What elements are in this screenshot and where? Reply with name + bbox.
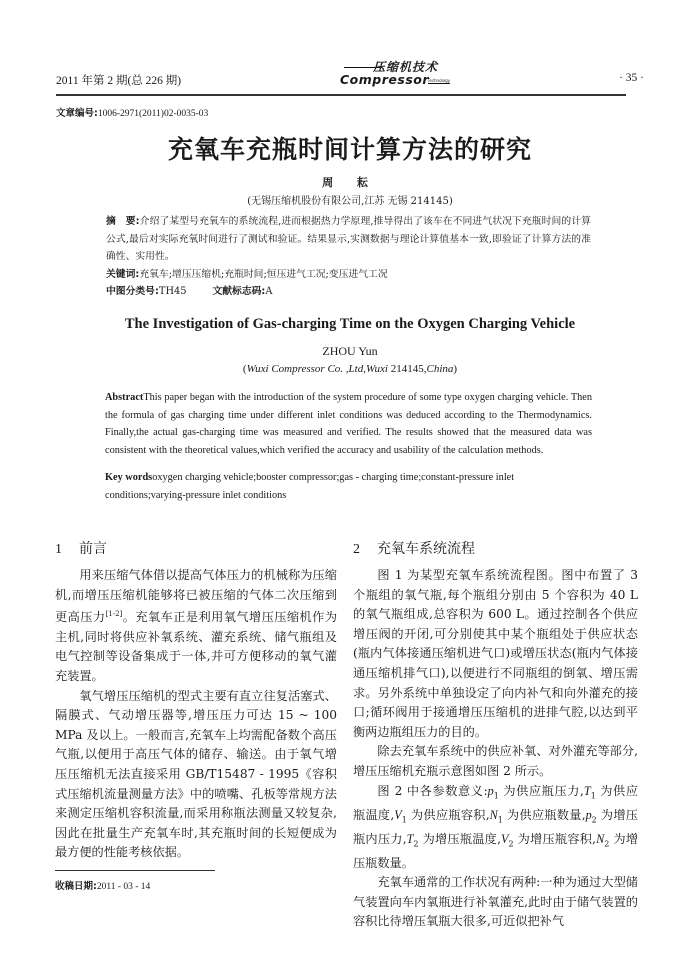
parameter-description: 为供应瓶数量,	[502, 807, 586, 822]
author-cn: 周 耘	[322, 176, 378, 189]
parameter-symbol: V	[500, 831, 509, 846]
affil-en-city: Wuxi	[365, 363, 388, 375]
parameter-description: 为供应瓶压力,	[498, 783, 584, 798]
section-2-number: 2	[353, 542, 360, 557]
section-1-paragraph-1	[55, 566, 337, 687]
s1p1-text-a: 用来压缩气体借以提高气体压力的机械称为压缩机,而增压压缩机能够将已被压缩的气体二次压缩到更高压力	[55, 568, 337, 625]
affiliation-en: (Wuxi Compressor Co. ,Ltd,Wuxi 214145,China)	[242, 363, 458, 375]
abstract-en-text: This paper began with the introduction of the system procedure of some type oxygen charging vehicle. Then the formula of gas charging time under different inlet conditions was deduced according to the Thermodynamics. Finally,the actual gas-charging time was measured and verified. The results showed that the measured data was consistent with the theoretical values,which verified the accuracy and usability of the calculation methods.	[105, 392, 592, 456]
parameter-symbol: T	[406, 831, 414, 846]
parameter-subscript: 2	[591, 815, 597, 824]
parameter-subscript: 1	[493, 790, 499, 800]
abstract-cn-text: 介绍了某型号充氧车的系统流程,进而根据热力学原理,推导得出了该车在不同进气状况下充瓶时间的计算公式,最后对实际充氧时间进行了测试和验证。结果显示,实测数据与理论计算值基本一致,即验证了计算方法的准确性、实用性。	[106, 216, 591, 262]
section-2-paragraph-4: 充氧车通常的工作状况有两种:一种为通过大型储气装置向车内氧瓶进行补氧灌充,此时由于储气装置的容积比待增压氧瓶大很多,可近似把补气	[353, 875, 638, 929]
parameter-description: 为增压瓶数量。	[353, 831, 639, 870]
abstract-cn	[106, 213, 591, 266]
clc-value: TH45	[158, 286, 187, 297]
article-number-value: 1006-2971(2011)02-0035-03	[97, 109, 209, 119]
keywords-cn-text: 充氧车;增压压缩机;充瓶时间;恒压进气工况;变压进气工况	[139, 269, 388, 280]
logo-en-text: Compressor	[340, 72, 430, 87]
section-1-number: 1	[55, 542, 62, 557]
affil-en-org: Wuxi Compressor Co. ,Ltd	[246, 363, 364, 375]
parameter-symbol: p	[585, 807, 592, 822]
section-1-paragraph-2: 氧气增压压缩机的型式主要有直立往复活塞式、隔膜式、气动增压器等,增压压力可达 15 ~ 100 MPa 及以上。一般而言,充氧车上均需配备数个高压气瓶,以便用于高压气体的储存、输送。由于氧气增压压缩机无法直接采用 GB/T15487 - 1995《容积式压缩机流量测量方法》中的喷嘴、孔板等常规方法来测定压缩机容积流量,而采用称瓶法测量又较复杂,因此在批量生产充氧车时,其充瓶时间的长短便成为最方便的性能考核依据。	[55, 688, 337, 860]
section-2-paragraph-2: 除去充氧车系统中的供应补氧、对外灌充等部分,增压压缩机充瓶示意图如图 2 所示。	[353, 744, 638, 778]
parameter-subscript: 1	[497, 815, 503, 824]
received-label: 收稿日期:	[55, 881, 97, 892]
parameter-symbol: N	[596, 831, 605, 846]
s1p1-text-b: 。充氧车正是利用氧气增压压缩机作为主机,同时将供应补氧系统、灌充系统、储气瓶组及电气控制等设备集成于一体,并可方便移动的氧气灌充装置。	[55, 610, 338, 684]
doc-code-label: 文献标志码:	[212, 286, 266, 297]
logo-cn-text: 压缩机技术	[372, 60, 438, 74]
doc-code-value: A	[265, 286, 273, 297]
parameter-subscript: 2	[413, 839, 419, 849]
received-date	[55, 878, 150, 892]
parameter-description: 为增压瓶内压力,	[353, 807, 638, 846]
s2p3-lead: 图 2 中各参数意义:	[377, 783, 488, 798]
parameter-symbol: T	[583, 783, 591, 798]
parameter-description: 为增压瓶容积,	[513, 831, 597, 846]
issue-info: 2011 年第 2 期(总 226 期)	[56, 75, 182, 87]
running-head	[56, 60, 644, 92]
parameter-subscript: 2	[604, 839, 610, 849]
abstract-en-label: Abstract	[105, 392, 144, 403]
classification	[106, 283, 591, 301]
section-1-body	[55, 566, 337, 863]
parameter-symbol: p	[487, 783, 494, 798]
received-value: 2011 - 03 - 14	[96, 882, 151, 892]
logo-en-small: Technology	[427, 78, 450, 83]
title-cn: 充氧车充瓶时间计算方法的研究	[167, 135, 532, 164]
section-1-title: 前言	[79, 541, 107, 557]
article-number	[56, 105, 208, 119]
clc-label: 中图分类号:	[106, 286, 159, 297]
keywords-en-text: oxygen charging vehicle;booster compressor;gas - charging time;constant-pressure inlet conditions;varying-pressure inlet conditions	[105, 472, 515, 501]
affil-en-country: China	[426, 363, 454, 375]
parameter-symbol: N	[489, 807, 498, 822]
header-rule	[56, 94, 626, 96]
affiliation-cn: (无锡压缩机股份有限公司,江苏 无锡 214145)	[247, 196, 453, 207]
keywords-cn	[106, 266, 591, 284]
abstract-cn-label: 摘 要:	[106, 216, 140, 227]
section-1-heading	[55, 538, 107, 558]
title-en: The Investigation of Gas-charging Time on the Oxygen Charging Vehicle	[124, 316, 576, 332]
parameter-description: 为供应瓶温度,	[353, 783, 639, 822]
section-2-title: 充氧车系统流程	[377, 541, 475, 557]
keywords-en	[105, 469, 592, 504]
section-2-body	[353, 566, 638, 932]
keywords-cn-label: 关键词:	[106, 269, 140, 280]
section-2-paragraph-3	[353, 782, 638, 874]
page-number: · 35 ·	[619, 72, 644, 84]
journal-logo	[334, 58, 450, 90]
citation-ref: [1-2]	[105, 610, 123, 619]
section-2-heading	[353, 538, 475, 558]
author-en: ZHOU Yun	[322, 344, 378, 358]
parameter-symbol: V	[394, 807, 402, 822]
footnote-rule	[55, 870, 215, 871]
keywords-en-label: Key words	[105, 472, 153, 483]
parameter-subscript: 1	[590, 790, 596, 800]
section-2-paragraph-1: 图 1 为某型充氧车系统流程图。图中布置了 3 个瓶组的氧气瓶,每个瓶组分别由 5 个容积为 40 L 的氧气瓶组成,总容积为 600 L。通过控制各个供应增压阀的开闭,可分别使其中某个瓶组处于供应状态(瓶内气体接通压缩机进气口)或增压状态(瓶内气体接通压缩机排气口),以便进行不同瓶组的倒氧、增压需求。另外系统中单独设定了向内补气和向外灌充的接口;循环阀用于接通增压压缩机的进排气腔,以达到平衡两边瓶组压力的目的。	[353, 568, 638, 739]
abstract-en	[105, 389, 592, 459]
affil-en-zip: 214145	[390, 363, 424, 375]
parameter-description: 为增压瓶温度,	[418, 831, 501, 846]
parameter-description: 为供应瓶容积,	[406, 807, 490, 822]
article-number-label: 文章编号:	[56, 108, 98, 119]
parameter-subscript: 1	[401, 815, 407, 824]
parameter-subscript: 2	[508, 839, 514, 849]
